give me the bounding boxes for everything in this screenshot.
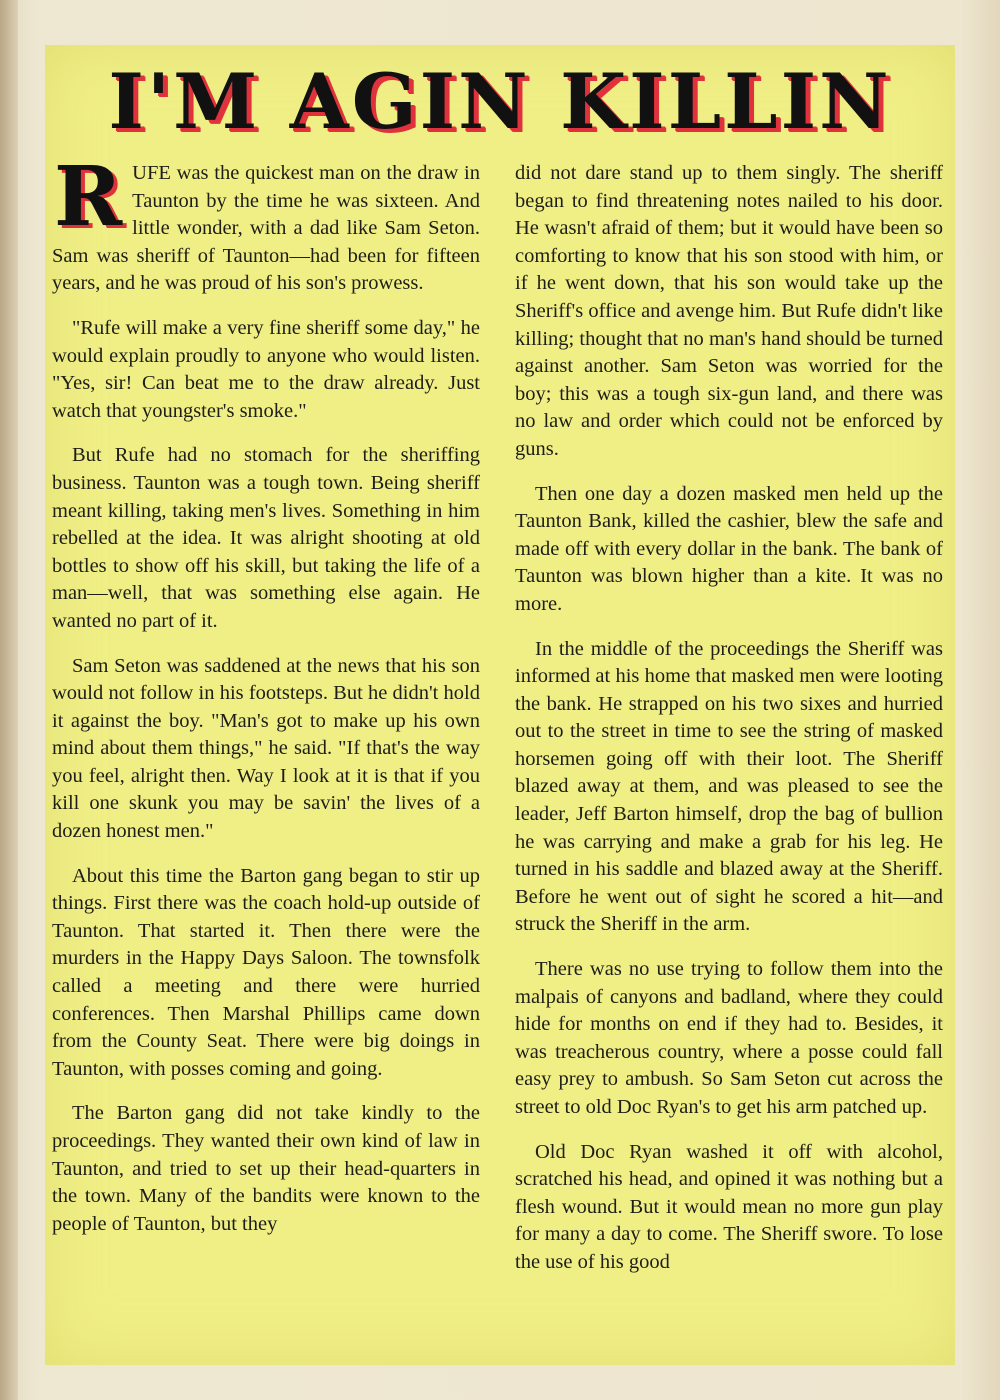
- paragraph: The Barton gang did not take kindly to the proceedings. They wanted their own kind of law in Taunton, and tried to set up their head-quarters in the town. Many of the bandits were known to the people of Taunton, but they: [52, 1102, 480, 1235]
- story-title: I'M AGIN KILLIN: [108, 57, 892, 146]
- paragraph-text: UFE was the quickest man on the draw in Taunton by the time he was sixteen. And little wonder, with a dad like Sam Seton. Sam was sheriff of Taunton—had been for fifteen years, and he was proud of his son's prowess.: [52, 162, 480, 295]
- right-column: [515, 160, 943, 1360]
- paragraph: did not dare stand up to them singly. The sheriff began to find threatening notes nailed to his door. He wasn't afraid of them; but it would have been so comforting to know that his son stood with him, or if he went down, that his son would take up the Sheriff's office and avenge him. But Rufe didn't like killing; thought that no man's hand should be turned against another. Sam Seton was worried for the boy; this was a tough six-gun land, and there was no law and order which could not be enforced by guns.: [515, 162, 943, 460]
- paragraph: Sam Seton was saddened at the news that his son would not follow in his footsteps. But he didn't hold it against the boy. "Man's got to make up his own mind about them things," he said. "If that's the way you feel, alright then. Way I look at it is that if you kill one skunk you may be savin' the lives of a dozen honest men.": [52, 654, 480, 843]
- paragraph: [52, 149, 480, 298]
- paragraph: "Rufe will make a very fine sheriff some day," he would explain proudly to anyone who would listen. "Yes, sir! Can beat me to the draw already. Just watch that youngster's smoke.": [52, 316, 480, 422]
- paragraph: There was no use trying to follow them into the malpais of canyons and badland, where they could hide for months on end if they had to. Besides, it was treacherous country, where a posse could fall easy prey to ambush. So Sam Seton cut across the street to old Doc Ryan's to get his arm patched up.: [515, 958, 943, 1118]
- paragraph: Then one day a dozen masked men held up the Taunton Bank, killed the cashier, blew the safe and made off with every dollar in the bank. The bank of Taunton was blown higher than a kite. It was no more.: [515, 482, 943, 615]
- left-column: [52, 149, 480, 1360]
- paragraph: About this time the Barton gang began to stir up things. First there was the coach hold-up outside of Taunton. That started it. Then there were the murders in the Happy Days Saloon. The townsfolk called a meeting and there were hurried conferences. Then Marshal Phillips came down from the County Seat. There were big doings in Taunton, with posses coming and going.: [52, 864, 480, 1080]
- paragraph: Old Doc Ryan washed it off with alcohol, scratched his head, and opined it was nothing but a flesh wound. But it would mean no more gun play for many a day to come. The Sheriff swore. To lose the use of his good: [515, 1140, 943, 1273]
- page-binding-edge: [0, 0, 18, 1400]
- paragraph: In the middle of the proceedings the Sheriff was informed at his home that masked men were looting the bank. He strapped on his two sixes and hurried out to the street in time to see the string of masked horsemen going off with their loot. The Sheriff blazed away at them, and was pleased to see the leader, Jeff Barton himself, drop the bag of bullion he was carrying and make a grab for his leg. He turned in his saddle and blazed away at the Sheriff. Before he went out of sight he scored a hit—and struck the Sheriff in the arm.: [515, 637, 943, 936]
- paragraph: But Rufe had no stomach for the sheriffing business. Taunton was a tough town. Being sheriff meant killing, taking men's lives. Something in him rebelled at the idea. It was alright shooting at old bottles to show off his skill, but taking the life of a man—well, that was something else again. He wanted no part of it.: [52, 444, 480, 632]
- drop-cap: R: [54, 149, 123, 245]
